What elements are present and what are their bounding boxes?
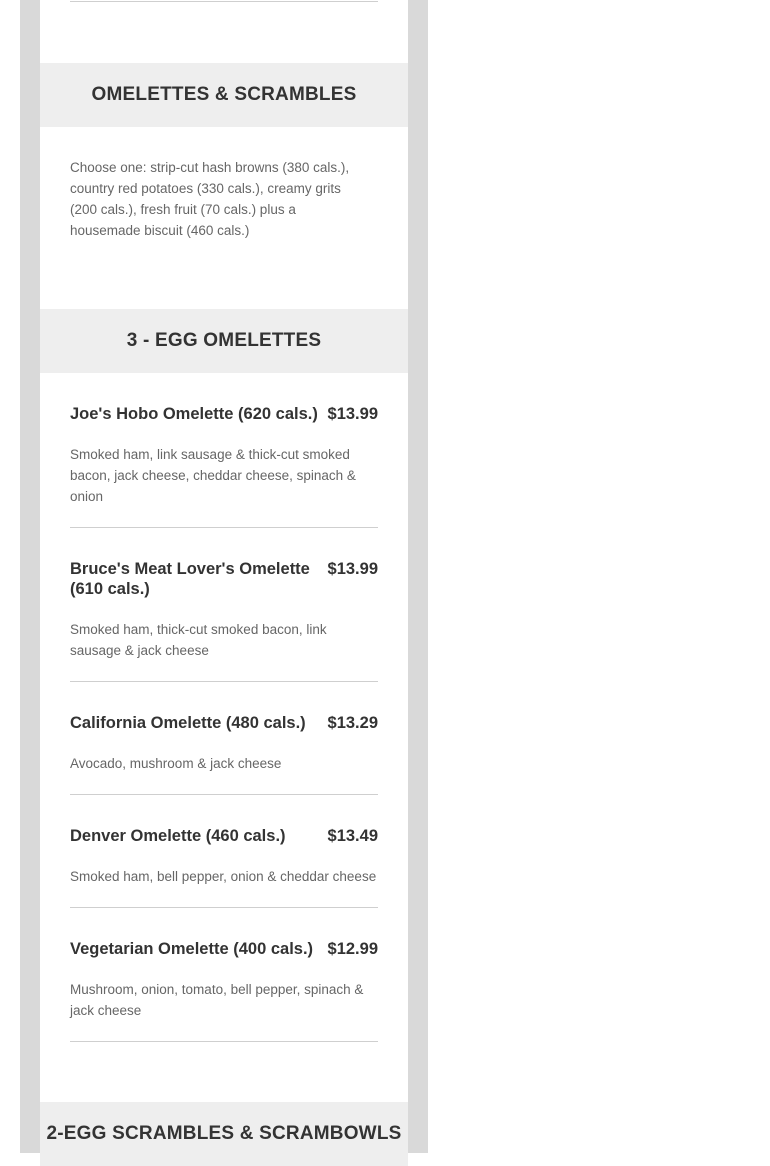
menu-item-name: Vegetarian Omelette (400 cals.) — [70, 940, 314, 958]
menu-item — [70, 826, 378, 887]
menu-item-price: $13.99 — [327, 405, 378, 423]
menu-item-description: Smoked ham, bell pepper, onion & cheddar cheese — [70, 869, 377, 884]
menu-item — [70, 559, 378, 661]
divider — [70, 907, 378, 908]
section-title: OMELETTES & SCRAMBLES — [91, 84, 357, 105]
divider — [70, 794, 378, 795]
divider — [70, 681, 378, 682]
section-header-3-egg-omelettes — [40, 309, 408, 373]
menu-item-name: Joe's Hobo Omelette (620 cals.) — [70, 405, 318, 423]
divider — [70, 1041, 378, 1042]
menu-item — [70, 939, 378, 1021]
section-header-omelettes-scrambles — [40, 63, 408, 127]
menu-item-description: Smoked ham, link sausage & thick-cut smoked bacon, jack cheese, cheddar cheese, spinach & onion — [70, 447, 356, 504]
menu-item-description: Avocado, mushroom & jack cheese — [70, 756, 282, 771]
section-header-2-egg-scrambles — [40, 1102, 408, 1166]
menu-item-price: $13.99 — [327, 560, 378, 578]
divider — [70, 1, 378, 2]
menu-item-description: Mushroom, onion, tomato, bell pepper, spinach & jack cheese — [70, 982, 364, 1018]
section-intro: Choose one: strip-cut hash browns (380 cals.), country red potatoes (330 cals.), creamy grits (200 cals.), fresh fruit (70 cals.) plus a housemade biscuit (460 cals.) — [70, 160, 350, 238]
menu-item-price: $13.49 — [327, 827, 378, 845]
menu-item-price: $12.99 — [327, 940, 378, 958]
menu-item-name: Bruce's Meat Lover's Omelette (610 cals.) — [70, 560, 310, 598]
menu-item-description: Smoked ham, thick-cut smoked bacon, link sausage & jack cheese — [70, 622, 327, 658]
divider — [70, 527, 378, 528]
menu-item — [70, 713, 378, 774]
menu-card — [40, 0, 408, 1153]
section-title: 2-EGG SCRAMBLES & SCRAMBOWLS — [46, 1123, 402, 1144]
menu-item-name: California Omelette (480 cals.) — [70, 714, 306, 732]
menu-item-name: Denver Omelette (460 cals.) — [70, 827, 286, 845]
menu-item-price: $13.29 — [327, 714, 378, 732]
menu-item — [70, 404, 378, 507]
section-title: 3 - EGG OMELETTES — [126, 330, 322, 351]
